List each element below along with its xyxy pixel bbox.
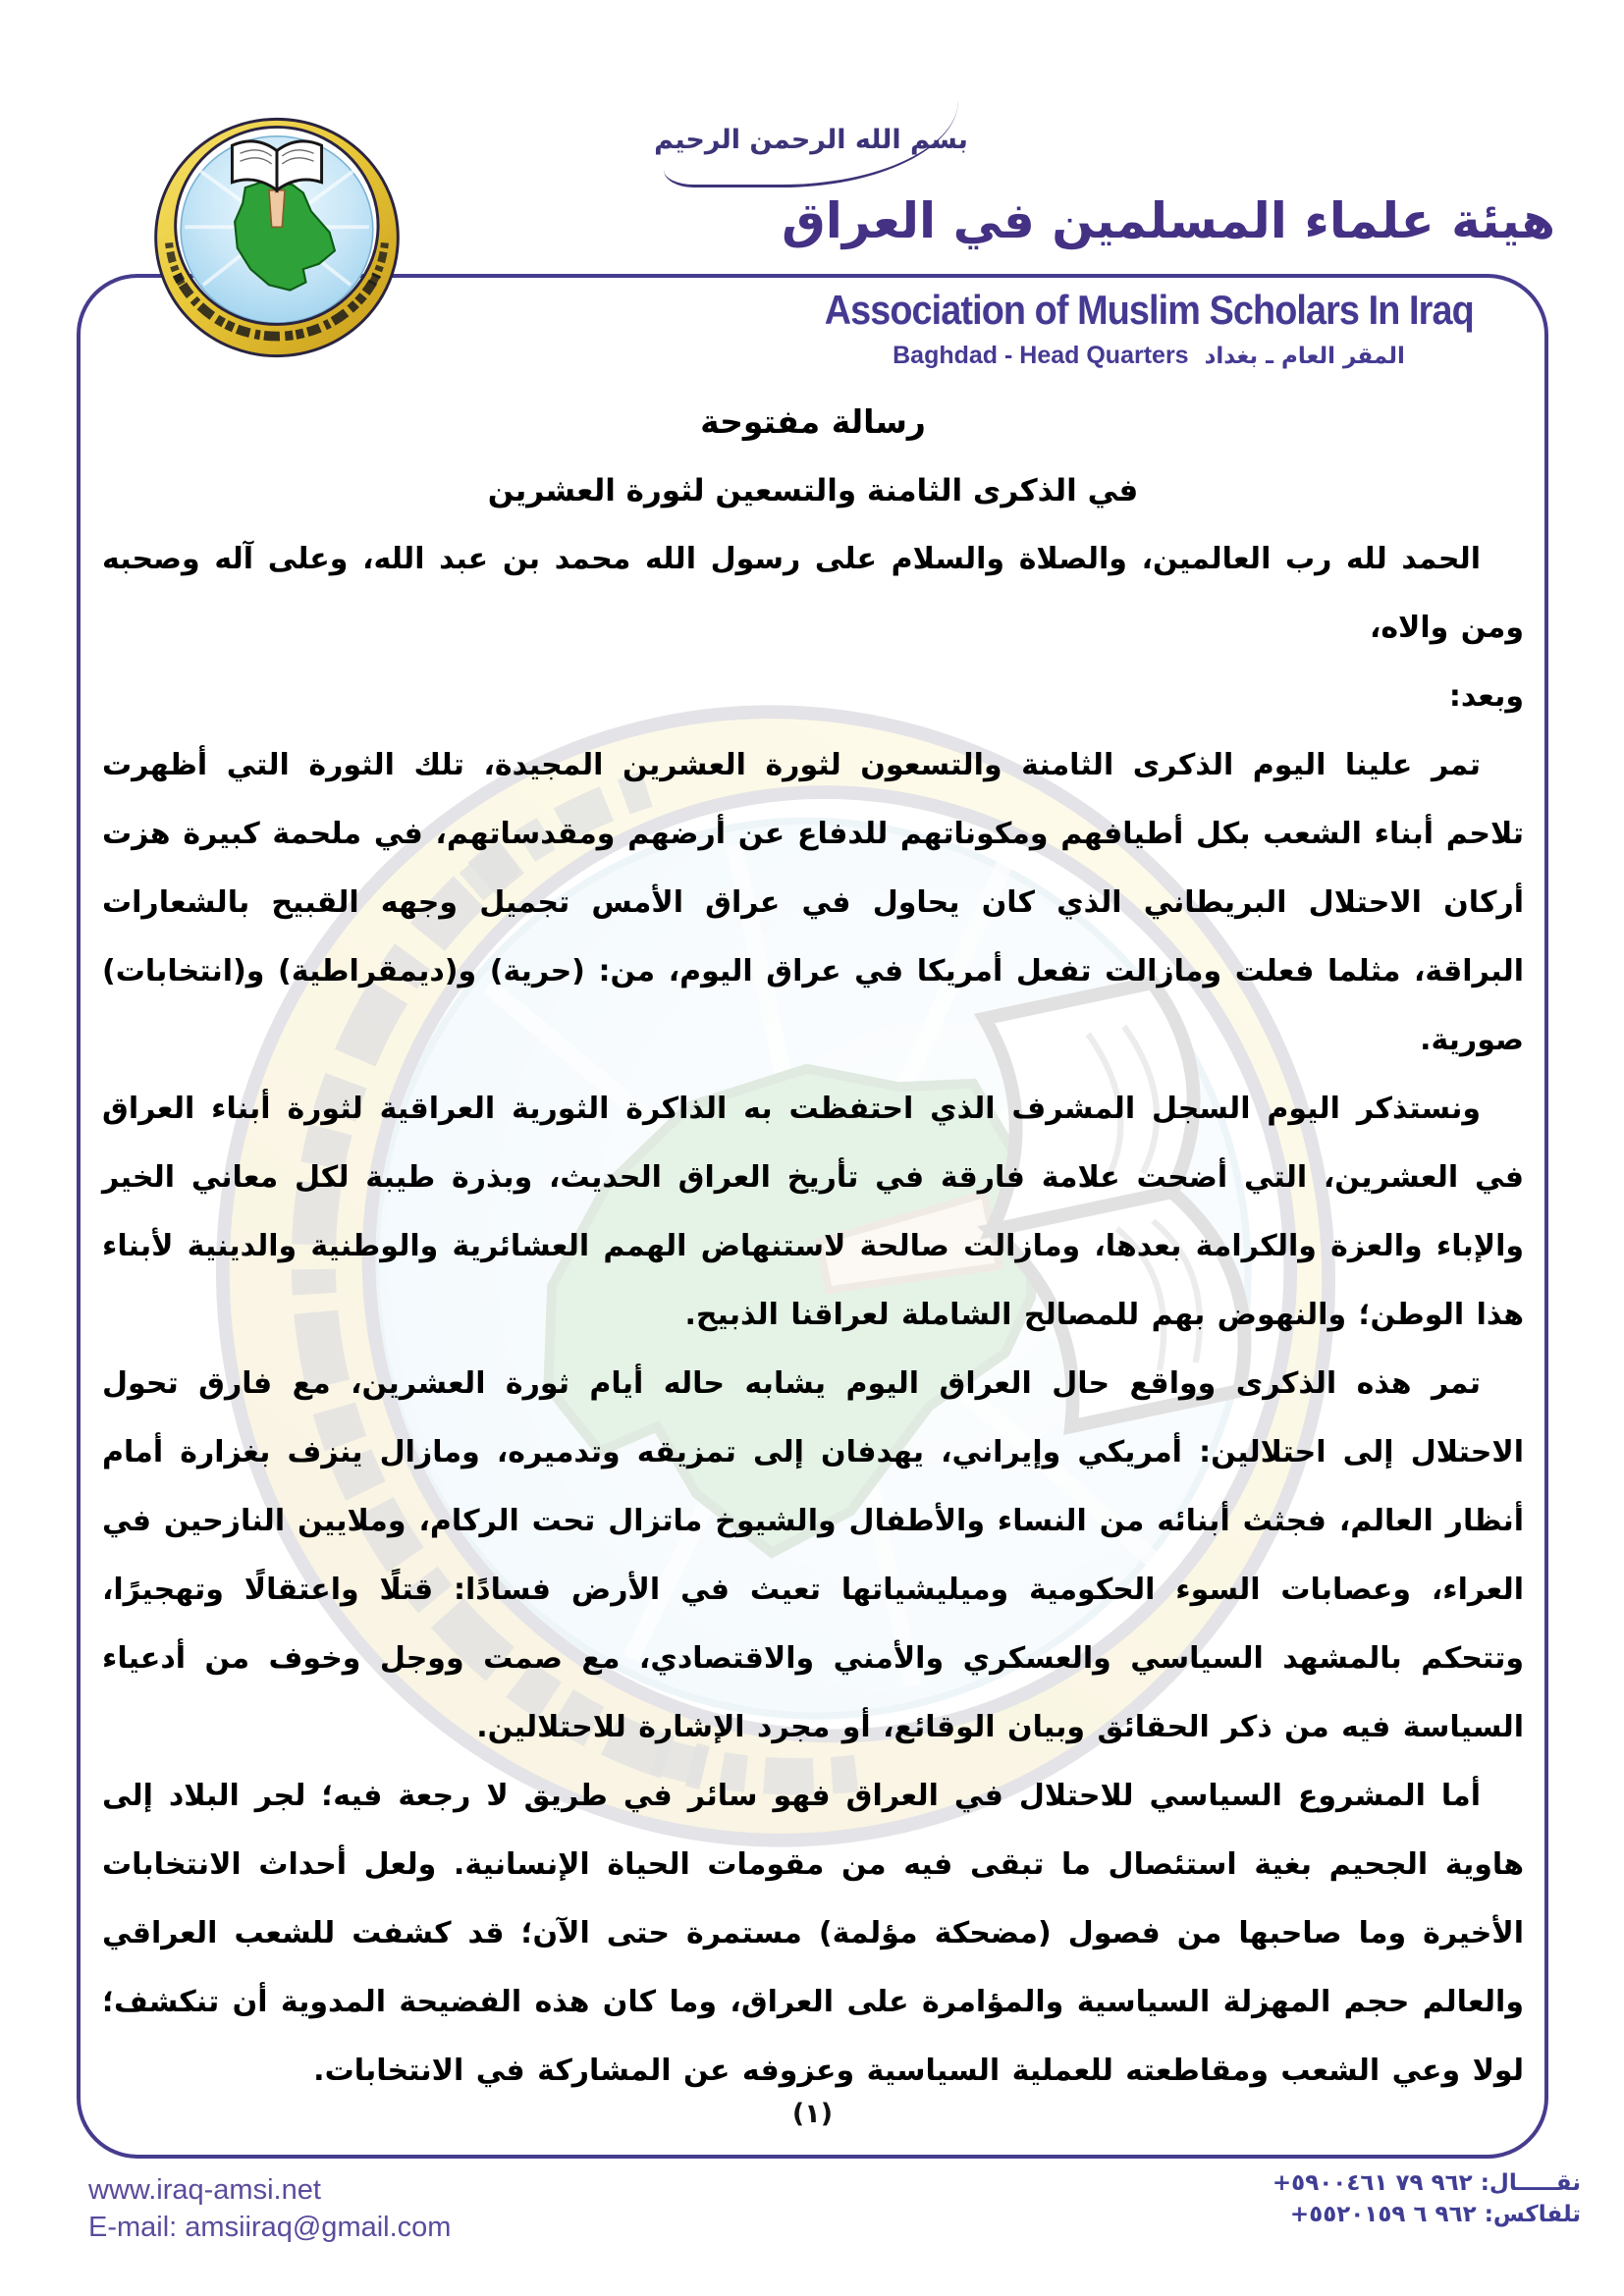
page-number: (١) (791, 2099, 834, 2129)
letter-subtitle: في الذكرى الثامنة والتسعين لثورة العشرين (487, 473, 1139, 508)
email-link[interactable]: E-mail: amsiiraq@gmail.com (88, 2212, 452, 2243)
org-title-arabic: هيئة علماء المسلمين في العراق (782, 192, 1555, 249)
hq-arabic: المقر العام ـ بغداد (1204, 343, 1405, 369)
org-title-english: Association of Muslim Scholars In Iraq (824, 287, 1474, 333)
paragraph-2: ونستذكر اليوم السجل المشرف الذي احتفظت به الذاكرة الثورية العراقية لثورة أبناء العراق في العشرين، التي أضحت علامة فارقة في تأريخ العراق الحديث، وبذرة طيبة لكل معاني الخير والإباء والعزة والكرامة بعدها، ومازالت صالحة لاستنهاض الهمم العشائرية والوطنية والدينية لأبناء هذا الوطن؛ والنهوض بهم للمصالح الشاملة لعراقنا الذبيح. (102, 1092, 1524, 1332)
website-link[interactable]: www.iraq-amsi.net (88, 2174, 321, 2206)
letter-title: رسالة مفتوحة (700, 402, 926, 441)
bismillah-text: بسم الله الرحمن الرحيم (654, 124, 968, 155)
amsi-logo (145, 111, 408, 364)
telefax-line (1272, 2199, 1581, 2230)
headquarters-line (766, 342, 1532, 370)
bismillah-calligraphy (654, 100, 968, 187)
mobile-line (1272, 2167, 1581, 2199)
letter-body (102, 525, 1524, 2106)
crescent-quran-iraq-emblem-icon (145, 111, 408, 364)
mobile-number: +٩٦٢ ٧٩ ٥٩٠٠٤٦١ (1272, 2170, 1473, 2196)
header-titles (766, 287, 1532, 370)
mobile-label: نقـــــال: (1480, 2170, 1581, 2196)
paragraph-1: تمر علينا اليوم الذكرى الثامنة والتسعون لثورة العشرين المجيدة، تلك الثورة التي أظهرت تلاحم أبناء الشعب بكل أطيافهم ومكوناتهم للدفاع عن أرضهم ومقدساتهم، في ملحمة كبيرة هزت أركان الاحتلال البريطاني الذي كان يحاول في عراق الأمس تجميل وجهه القبيح بالشعارات البراقة، مثلما فعلت ومازالت تفعل أمريكا في عراق اليوم، من: (حرية) و(ديمقراطية) و(انتخابات) صورية. (102, 748, 1524, 1057)
footer-contact-left (88, 2171, 451, 2246)
letter-content (102, 274, 1524, 2106)
telefax-label: تلفاكس: (1484, 2202, 1581, 2227)
paragraph-4: أما المشروع السياسي للاحتلال في العراق فهو سائر في طريق لا رجعة فيه؛ لجر البلاد إلى هاوية الجحيم بغية استئصال ما تبقى فيه من مقومات الحياة الإنسانية. ولعل أحداث الانتخابات الأخيرة وما صاحبها من فصول (مضحكة مؤلمة) مستمرة حتى الآن؛ قد كشفت للشعب العراقي والعالم حجم المهزلة السياسية والمؤامرة على العراق، وما كان هذه الفضيحة المدوية أن تنكشف؛ لولا وعي الشعب ومقاطعته للعملية السياسية وعزوفه عن المشاركة في الانتخابات. (102, 1779, 1524, 2088)
telefax-number: +٩٦٢ ٦ ٥٥٢٠١٥٩ (1289, 2202, 1477, 2227)
after-opening: وبعد: (1448, 679, 1524, 714)
paragraph-3: تمر هذه الذكرى وواقع حال العراق اليوم يشابه حاله أيام ثورة العشرين، مع فارق تحول الاحتلال إلى احتلالين: أمريكي وإيراني، يهدفان إلى تمزيقه وتدميره، ومازال ينزف بغزارة أمام أنظار العالم، فجثث أبنائه من النساء والأطفال والشيوخ ماتزال تحت الركام، وملايين النازحين في العراء، وعصابات السوء الحكومية وميليشياتها تعيث في الأرض فسادًا: قتلًا واعتقالًا وتهجيرًا، وتتحكم بالمشهد السياسي والعسكري والأمني والاقتصادي، مع صمت ووجل وخوف من أدعياء السياسة فيه من ذكر الحقائق وبيان الوقائع، أو مجرد الإشارة للاحتلالين. (102, 1366, 1524, 1744)
hq-english: Baghdad - Head Quarters (893, 342, 1189, 369)
opening-paragraph: الحمد لله رب العالمين، والصلاة والسلام على رسول الله محمد بن عبد الله، وعلى آله وصحبه ومن والاه، (102, 542, 1524, 645)
footer-contact-right (1272, 2167, 1581, 2230)
